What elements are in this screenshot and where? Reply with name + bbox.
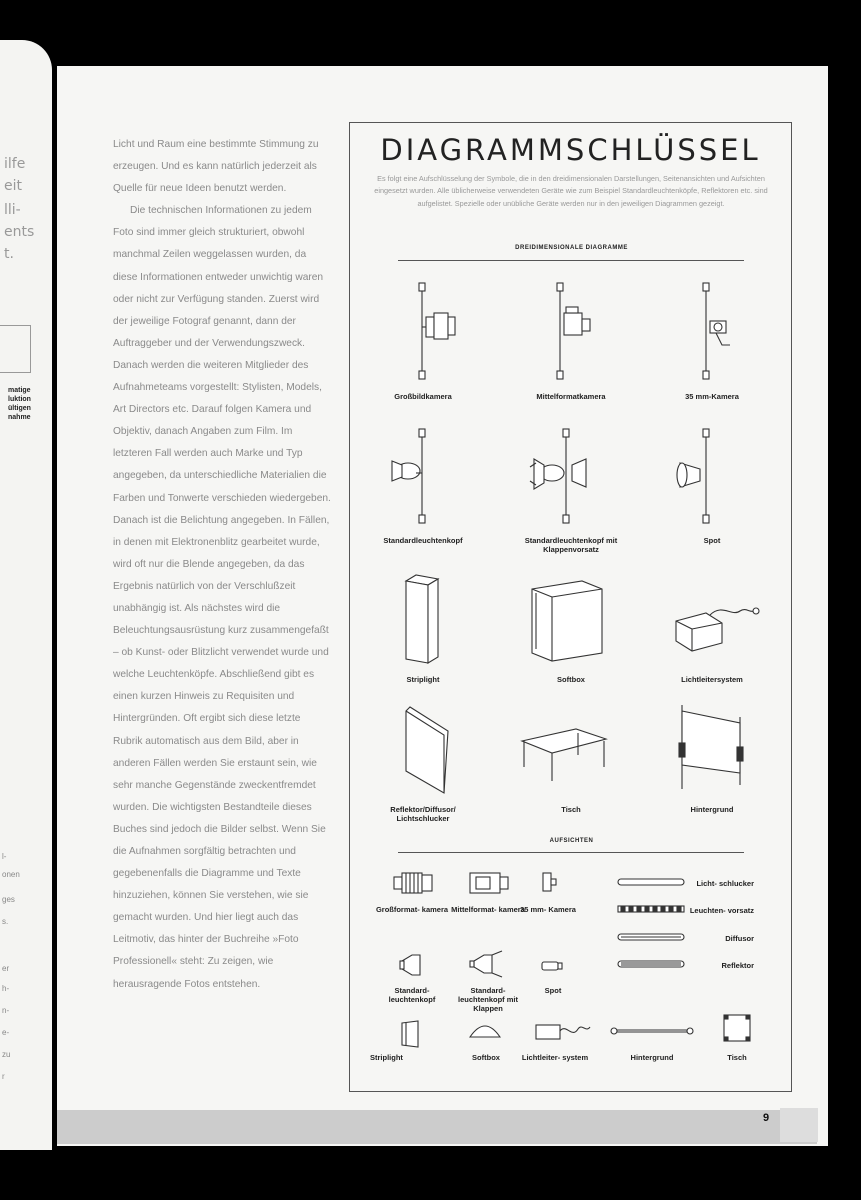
body-text-column <box>113 134 331 996</box>
left-page-box <box>0 325 31 373</box>
caption-top-grossformat: Großformat- kamera <box>375 905 449 914</box>
caption-top-standardleuchtenkopf: Standard- leuchtenkopf <box>388 986 436 1004</box>
left-page-edge <box>0 40 52 1150</box>
left-page-bold-fragment: matige <box>8 387 31 394</box>
body-paragraph: Die technischen Informationen zu jedem Foto sind immer gleich strukturiert, obwohl manchmal Zeilen weggelassen wurden, da diese Informationen entweder unwichtig waren oder nicht zur Verfügung standen. Zuerst wird der jeweilige Fotograf genannt, dann der Auftraggeber und der Verwendungszweck. Danach werden die weiteren Mitglieder des Aufnahmeteams vorgestellt: Stylisten, Models, Art Directors etc. Darauf folgen Kamera und Objektiv, danach Angaben zum Film. Im letzteren Fall werden auch Marke und Typ angegeben, da unterschiedliche Materialien die Farben und Tonwerte verschieden wiedergeben. Danach ist die Belichtung angegeben. In Fällen, in denen mit Elektronenblitz gearbeitet wurde, wird oft nur die Blende angegeben, da das Ergebnis natürlich von der Verschlußzeit unabhängig ist. Als nächstes wird die Beleuchtungsausrüstung kurz zusammengefaßt – ob Kunst- oder Blitzlicht verwendet wurde und welche Leuchtenköpfe. Abschließend gibt es einen kurzen Hinweis zu Requisiten und Hintergründen. Oft ergibt sich diese letzte Rubrik automatisch aus dem Bild, aber in anderen Fällen werden Sie erstaunt sein, wie sehr manche Gegenstände zweckentfremdet wurden. Die wichtigsten Bestandteile dieses Buches sind jedoch die Bilder selbst. Wenn Sie die Aufnahmen sorgfältig betrachten und gegebenenfalls die Diagramme und Texte hinzuziehen, können Sie verstehen, wie sie gemacht wurden. Und hier liegt auch das Leitmotiv, das hinter der Buchreihe »Foto Professionell« steht: Zu zeigen, wie herausragende Fotos entstehen. <box>113 205 331 990</box>
caption-reflektor: Reflektor/Diffusor/ Lichtschlucker <box>390 805 456 823</box>
striplight-icon <box>402 575 442 665</box>
top-softbox-icon <box>468 1021 502 1041</box>
top-diffuser-icon <box>617 933 685 941</box>
caption-top-leuchtenvorsatz: Leuchten- vorsatz <box>689 906 754 915</box>
section-rule <box>398 852 744 853</box>
caption-striplight: Striplight <box>406 675 440 684</box>
left-page-fragment: s. <box>2 917 9 926</box>
left-page-bold-fragment: luktion <box>8 396 31 403</box>
top-standard-head-barndoors-icon <box>468 951 508 977</box>
section-heading-top: AUFSICHTEN <box>549 838 594 844</box>
footer-bar <box>57 1110 817 1144</box>
left-page-fragment: zu <box>2 1050 11 1059</box>
table-icon <box>520 727 610 787</box>
key-intro: Es folgt eine Aufschlüsselung der Symbole, die in den dreidimensionalen Darstellungen, Seitenansichten und Aufsichten eingesetzt wurden. Alle üblicherweise verwendeten Geräte wie zum Beispiel Standardleuchtenköpfe, Reflektoren etc. sind aufgelistet. Spezielle oder unübliche Geräte werden nur in den jeweiligen Diagrammen gezeigt. <box>374 174 768 208</box>
top-medium-format-icon <box>468 871 510 895</box>
left-page-fragment: ilfe <box>4 156 26 172</box>
caption-top-hintergrund: Hintergrund <box>630 1053 674 1062</box>
caption-standardleuchtenkopf: Standardleuchtenkopf <box>383 536 463 545</box>
page-number: 9 <box>763 1112 770 1124</box>
standard-head-barndoors-icon <box>526 429 596 529</box>
diagram-key-box <box>349 122 792 1092</box>
caption-top-spot: Spot <box>544 986 562 995</box>
standard-head-icon <box>388 429 448 529</box>
left-page-fragment: er <box>2 964 10 973</box>
top-light-attachment-icon <box>617 905 685 913</box>
caption-hintergrund: Hintergrund <box>690 805 734 814</box>
large-format-camera-icon <box>408 283 458 383</box>
top-table-icon <box>722 1013 752 1043</box>
caption-top-tisch: Tisch <box>727 1053 747 1062</box>
left-page-fragment: n- <box>2 1006 10 1015</box>
top-standard-head-icon <box>398 953 428 977</box>
caption-lichtleitersystem: Lichtleitersystem <box>681 675 743 684</box>
caption-tisch: Tisch <box>561 805 581 814</box>
section-heading-3d: DREIDIMENSIONALE DIAGRAMME <box>515 245 628 251</box>
caption-35mm-kamera: 35 mm-Kamera <box>685 392 739 401</box>
top-striplight-icon <box>398 1019 422 1049</box>
caption-grossbildkamera: Großbildkamera <box>394 392 452 401</box>
left-page-fragment: l- <box>2 852 7 861</box>
35mm-camera-icon <box>692 283 742 383</box>
left-page-fragment: e- <box>2 1028 10 1037</box>
medium-format-camera-icon <box>546 283 596 383</box>
top-black-flag-icon <box>617 878 685 886</box>
left-page-fragment: ges <box>2 895 15 904</box>
top-reflector-icon <box>617 960 685 968</box>
caption-top-lichtleitersystem: Lichtleiter- system <box>521 1053 589 1062</box>
caption-top-striplight: Striplight <box>370 1053 403 1062</box>
left-page-fragment: r <box>2 1072 5 1081</box>
left-page-fragment: ents <box>4 224 35 240</box>
footer-bar-tail <box>780 1108 818 1142</box>
caption-standardleuchtenkopf-klappen: Standardleuchtenkopf mit Klappenvorsatz <box>524 536 618 554</box>
body-paragraph: Licht und Raum eine bestimmte Stimmung zu erzeugen. Und es kann natürlich jederzeit als Quelle für neue Ideen benutzt werden. <box>113 139 319 195</box>
top-large-format-icon <box>392 871 436 895</box>
top-fiber-optic-icon <box>534 1021 592 1041</box>
left-page-fragment: lli- <box>4 202 21 218</box>
left-page-fragment: t. <box>4 246 14 262</box>
reflector-icon <box>402 707 452 797</box>
caption-top-reflektor: Reflektor <box>721 961 754 970</box>
caption-softbox: Softbox <box>557 675 585 684</box>
spot-icon <box>672 429 732 529</box>
fiber-optic-icon <box>674 599 764 659</box>
softbox-icon <box>528 575 608 665</box>
top-spot-icon <box>540 959 564 973</box>
caption-top-standardleuchtenkopf-klappen: Standard- leuchtenkopf mit Klappen <box>457 986 518 1013</box>
top-background-icon <box>610 1025 694 1035</box>
background-icon <box>676 703 746 793</box>
caption-top-diffusor: Diffusor <box>725 934 754 943</box>
left-page-bold-fragment: ültigen <box>8 405 31 412</box>
caption-spot: Spot <box>703 536 721 545</box>
left-page-fragment: onen <box>2 870 20 879</box>
caption-top-35mm: 35 mm- Kamera <box>520 905 576 914</box>
caption-top-mittelformat: Mittelformat- kamera <box>451 905 525 914</box>
left-page-bold-fragment: nahme <box>8 414 31 421</box>
caption-top-softbox: Softbox <box>472 1053 500 1062</box>
caption-mittelformatkamera: Mittelformatkamera <box>536 392 606 401</box>
section-rule <box>398 260 744 261</box>
key-title: DIAGRAMMSCHLÜSSEL <box>380 133 761 167</box>
left-page-fragment: eit <box>4 178 22 194</box>
caption-top-lichtschlucker: Licht- schlucker <box>696 879 754 888</box>
left-page-fragment: h- <box>2 984 10 993</box>
top-35mm-icon <box>540 871 560 895</box>
